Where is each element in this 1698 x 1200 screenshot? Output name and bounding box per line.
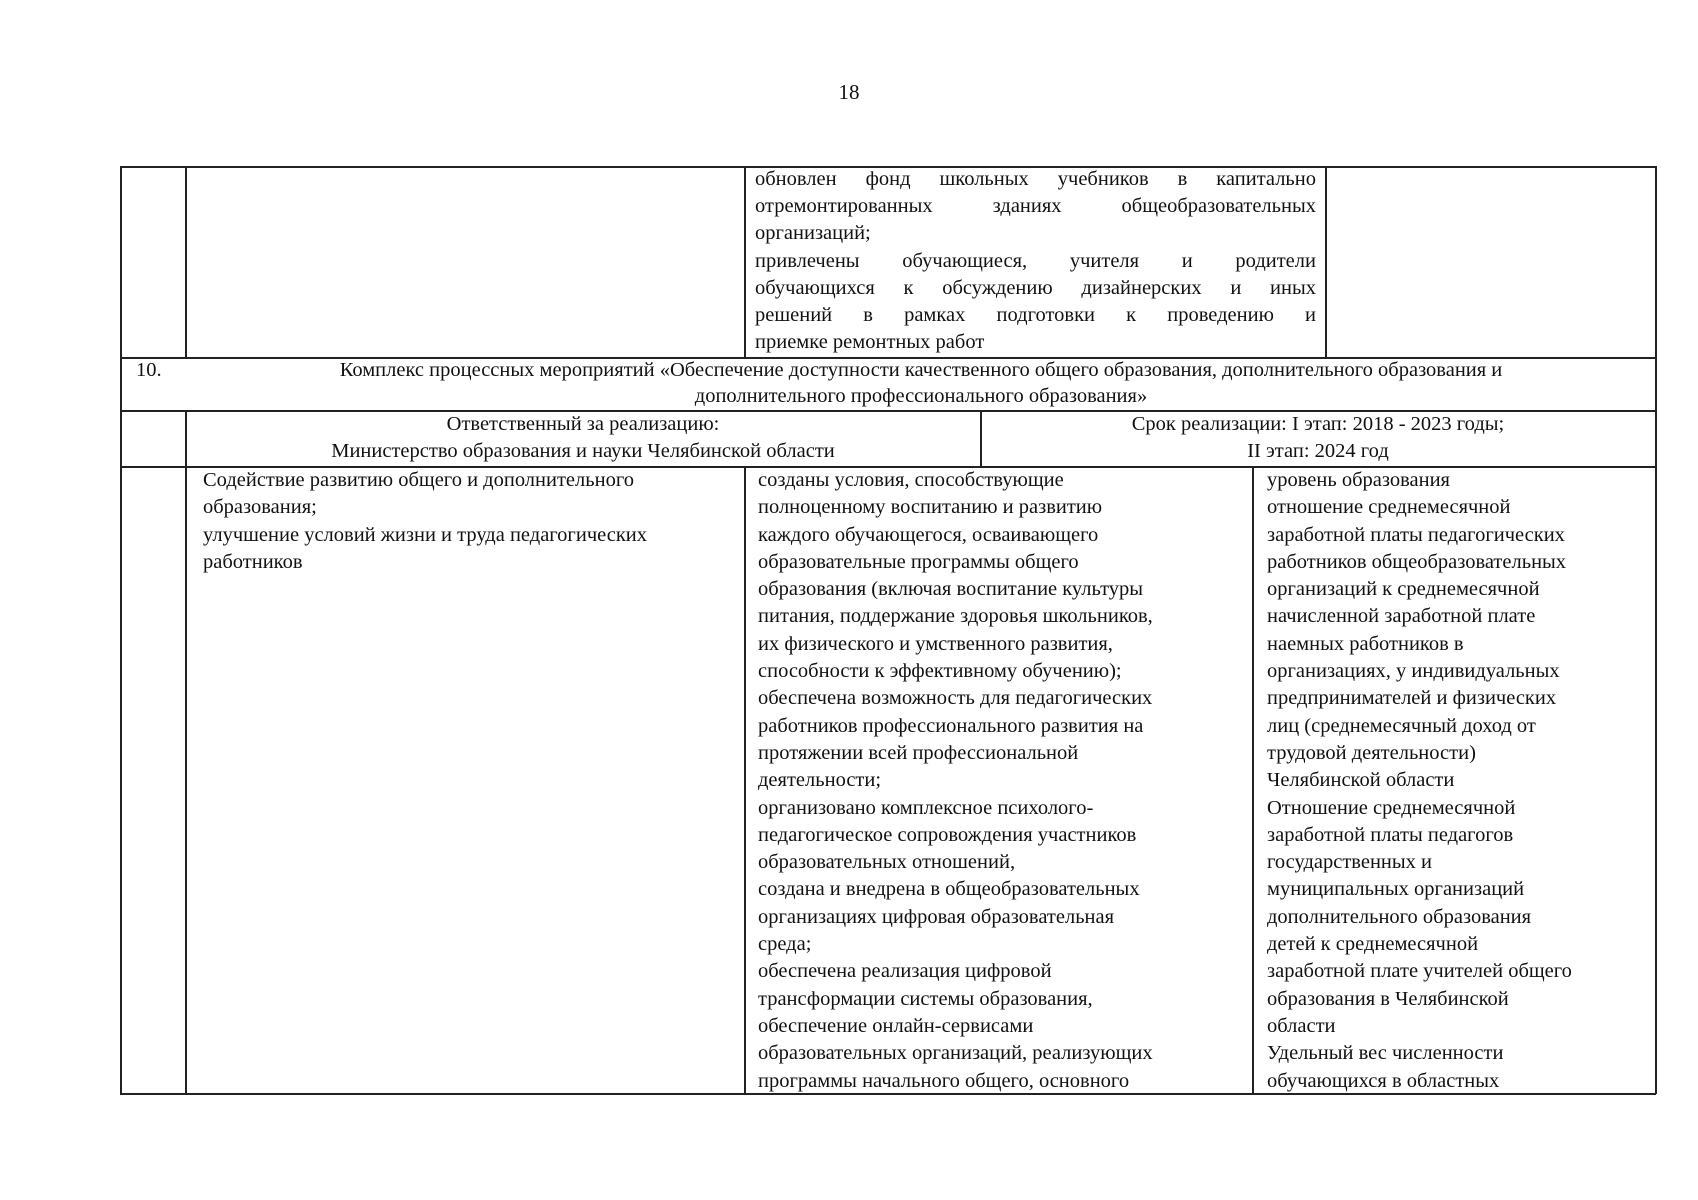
table-border-left xyxy=(120,166,122,1094)
continued-result-line: решений в рамках подготовки к проведению и xyxy=(755,304,1316,327)
table-col-divider xyxy=(1325,166,1327,358)
continued-result-line: отремонтированных зданиях общеобразовательных xyxy=(755,195,1316,218)
task-cell: Содействие развитию общего и дополнительного образования; улучшение условий жизни и труда педагогических работников xyxy=(203,469,648,573)
page-number: 18 xyxy=(838,80,860,104)
table-col-divider xyxy=(185,410,187,1094)
table-col-divider xyxy=(185,166,187,358)
section-title: Комплекс процессных мероприятий «Обеспечение доступности качественного общего образования, дополнительного образования и дополнительного профессионального образования» xyxy=(339,359,1503,407)
results-cell: созданы условия, способствующие полноценному воспитанию и развитию каждого обучающегося, осваивающего образовательные программы общего образования (включая воспитание культуры питания, поддержание здоровья школьников, их физического и умственного развития, способности к эффективному обучению); обеспечена возможность для педагогических работников профессионального развития на протяжении всей профессиональной деятельности; организовано комплексное психолого- педагогическое сопровождения участников образовательных отношений, создана и внедрена в общеобразовательных организациях цифровая образовательная среда; обеспечена реализация цифровой трансформации системы образования, обеспечение онлайн-сервисами образовательных организаций, реализующих программы начального общего, основного xyxy=(758,469,1153,1092)
responsible-cell: Ответственный за реализацию: Министерство образования и науки Челябинской области xyxy=(331,413,835,462)
indicators-cell: уровень образования отношение среднемесячной заработной платы педагогических работников общеобразовательных организаций к среднемесячной начисленной заработной плате наемных работников в организациях, у индивидуальных предпринимателей и физических лиц (среднемесячный доход от трудовой деятельности) Челябинской области Отношение среднемесячной заработной платы педагогов государственных и муниципальных организаций дополнительного образования детей к среднемесячной заработной плате учителей общего образования в Челябинской области Удельный вес численности обучающихся в областных xyxy=(1267,469,1572,1092)
table-border-right xyxy=(1655,166,1657,1094)
continued-result-line: обновлен фонд школьных учебников в капитально xyxy=(755,168,1316,190)
table-col-divider xyxy=(1252,466,1254,1094)
table-col-divider xyxy=(744,466,746,1094)
period-cell: Срок реализации: I этап: 2018 - 2023 годы; II этап: 2024 год xyxy=(1131,413,1505,462)
continued-result-line: организаций; xyxy=(755,222,871,245)
table-col-divider xyxy=(744,166,746,358)
continued-results-cell xyxy=(755,166,1316,356)
continued-result-line: приемке ремонтных работ xyxy=(755,331,985,354)
continued-result-line: обучающихся к обсуждению дизайнерских и иных xyxy=(755,276,1316,299)
continued-result-line: привлечены обучающиеся, учителя и родители xyxy=(755,249,1316,272)
section-number: 10. xyxy=(136,359,162,381)
